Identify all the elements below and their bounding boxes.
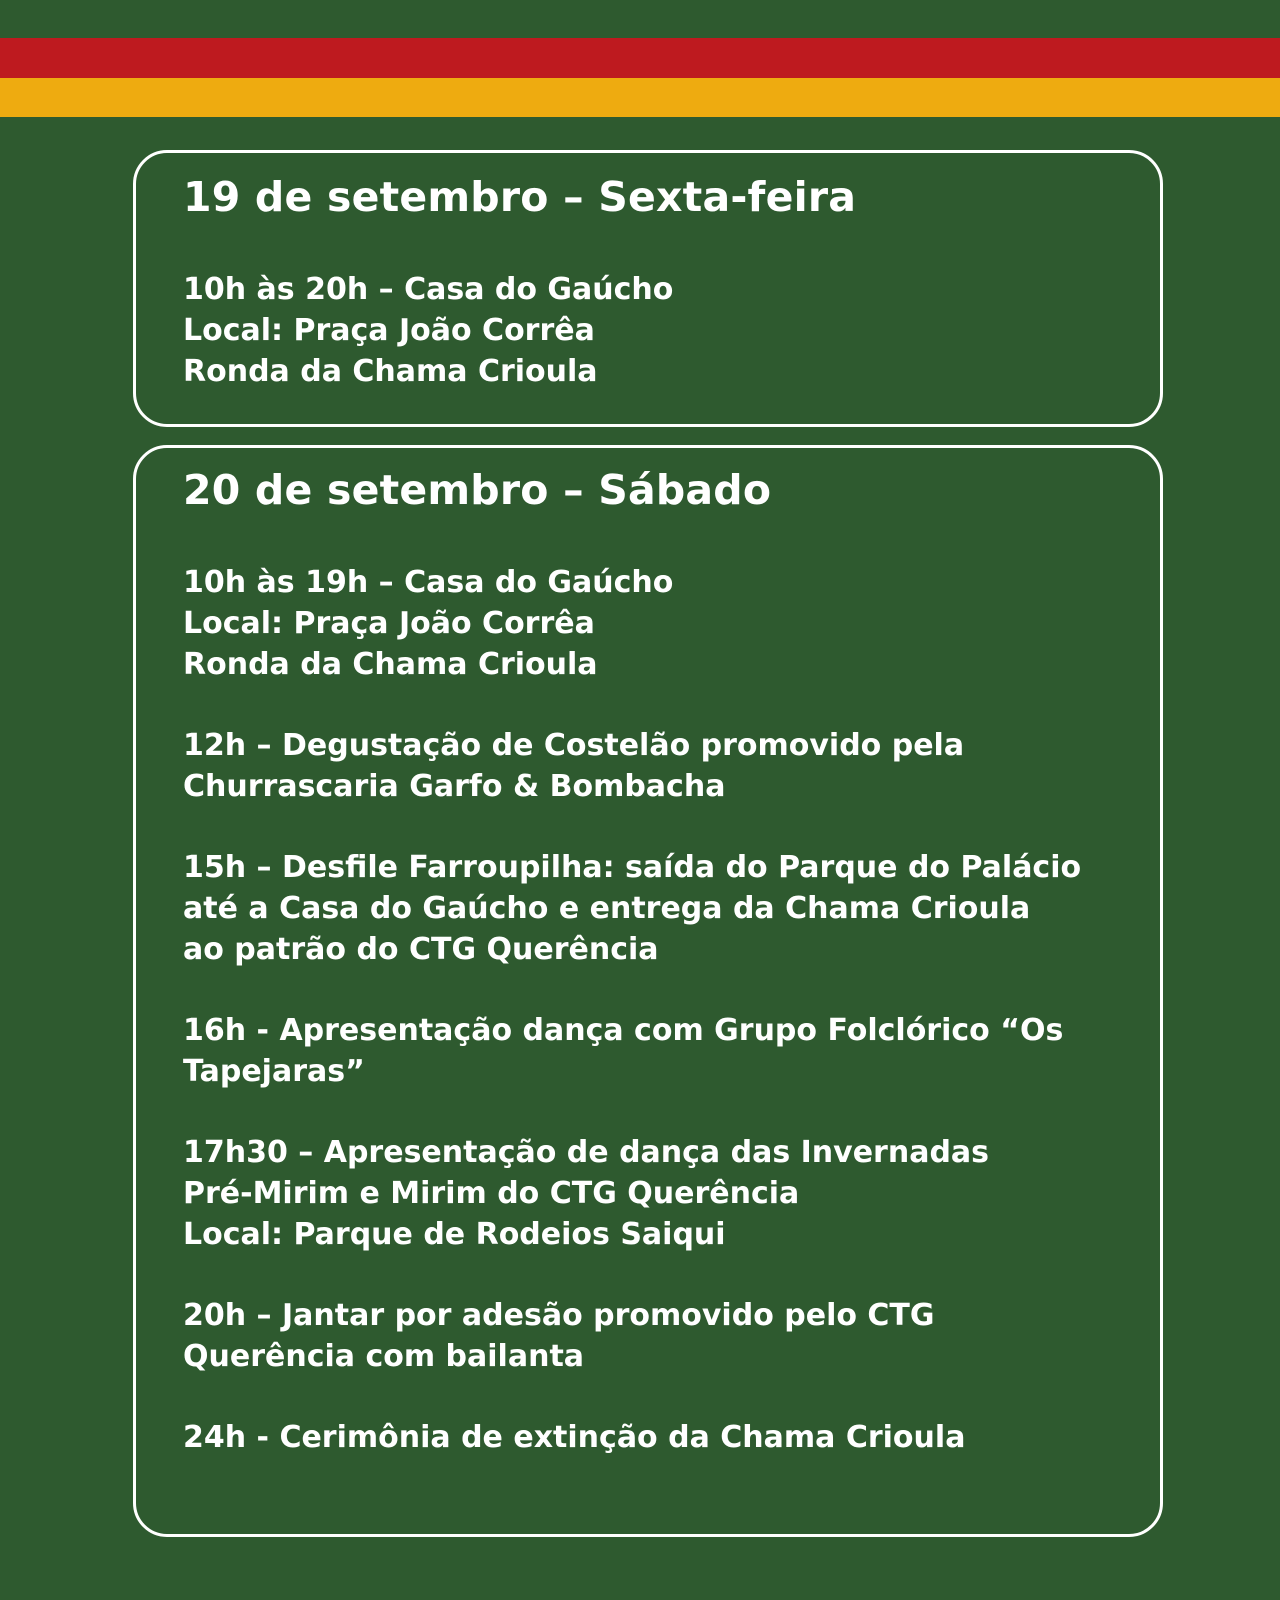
day-card-saturday xyxy=(133,445,1163,1537)
event-line: Tapejaras” xyxy=(183,1054,365,1089)
event-line: Local: Praça João Corrêa xyxy=(183,313,595,348)
event-item xyxy=(183,269,1160,392)
event-line: Churrascaria Garfo & Bombacha xyxy=(183,769,726,804)
event-line: 10h às 20h – Casa do Gaúcho xyxy=(183,272,674,307)
event-item xyxy=(183,1295,1160,1377)
event-item xyxy=(183,725,1160,807)
event-line: Ronda da Chama Crioula xyxy=(183,354,598,389)
event-item xyxy=(183,1132,1160,1255)
event-item xyxy=(183,1417,1160,1458)
day-card-friday xyxy=(133,150,1163,427)
event-line: 24h - Cerimônia de extinção da Chama Crioula xyxy=(183,1420,966,1455)
event-line: até a Casa do Gaúcho e entrega da Chama Crioula xyxy=(183,891,1031,926)
event-line: 10h às 19h – Casa do Gaúcho xyxy=(183,565,674,600)
event-line: 12h – Degustação de Costelão promovido pela xyxy=(183,728,965,763)
event-item xyxy=(183,847,1160,970)
yellow-stripe xyxy=(0,78,1280,117)
event-line: 17h30 – Apresentação de dança das Invernadas xyxy=(183,1135,990,1170)
event-line: 15h – Desfile Farroupilha: saída do Parque do Palácio xyxy=(183,850,1082,885)
event-line: Querência com bailanta xyxy=(183,1339,585,1374)
event-line: 20h – Jantar por adesão promovido pelo CTG xyxy=(183,1298,935,1333)
event-item xyxy=(183,1010,1160,1092)
red-stripe xyxy=(0,38,1280,78)
event-line: Ronda da Chama Crioula xyxy=(183,647,598,682)
event-line: Pré-Mirim e Mirim do CTG Querência xyxy=(183,1176,800,1211)
day-title-saturday: 20 de setembro – Sábado xyxy=(183,466,772,514)
event-item xyxy=(183,562,1160,685)
event-line: 16h - Apresentação dança com Grupo Folclórico “Os xyxy=(183,1013,1064,1048)
event-line: Local: Parque de Rodeios Saiqui xyxy=(183,1217,726,1252)
day-title-friday: 19 de setembro – Sexta-feira xyxy=(183,173,857,221)
event-line: ao patrão do CTG Querência xyxy=(183,932,659,967)
event-line: Local: Praça João Corrêa xyxy=(183,606,595,641)
event-list xyxy=(183,562,1160,1458)
